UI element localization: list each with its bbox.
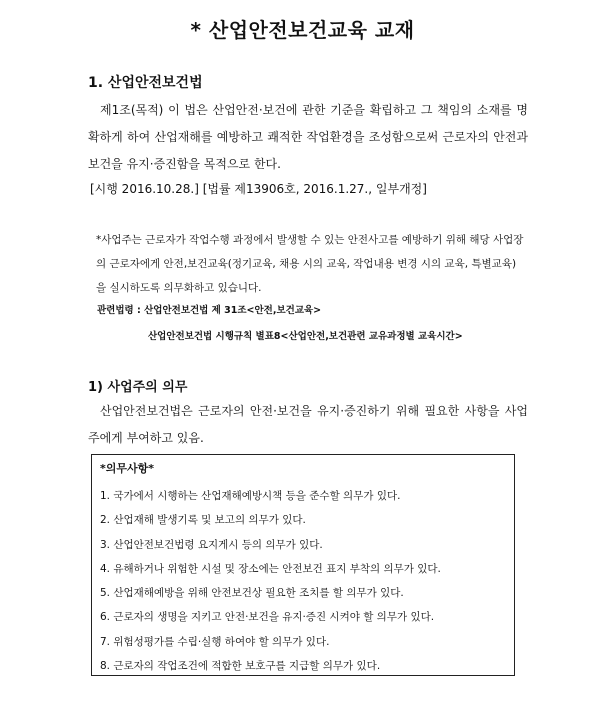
duty-item: 6. 근로자의 생명을 지키고 안전·보건을 유지·증진 시켜야 할 의무가 있다. — [100, 611, 435, 624]
duties-list — [100, 484, 506, 678]
duties-box — [91, 454, 515, 676]
related-law-line-2: 산업안전보건법 시행규칙 별표8<산업안전,보건관련 교유과정별 교육시간> — [148, 331, 463, 342]
duty-item: 1. 국가에서 시행하는 산업재해예방시책 등을 준수할 의무가 있다. — [100, 490, 401, 502]
duty-item: 4. 유해하거나 위험한 시설 및 장소에는 안전보건 표지 부착의 의무가 있다. — [100, 562, 441, 575]
duty-item: 5. 산업재해예방을 위해 안전보건상 필요한 조치를 할 의무가 있다. — [100, 587, 404, 600]
employer-duty-text: 산업안전보건법은 근로자의 안전·보건을 유지·증진하기 위해 필요한 사항을 사업주에게 부여하고 있음. — [88, 404, 528, 445]
employer-obligation-note — [90, 228, 526, 348]
article-1-text: 제1조(목적) 이 법은 산업안전·보건에 관한 기준을 확립하고 그 책임의 소재를 명확하게 하여 산업재해를 예방하고 쾌적한 작업환경을 조성함으로써 근로자의 안전과 보건을 유지·증진함을 목적으로 한다. — [88, 103, 528, 171]
subsection-heading-employer-duty: 1) 사업주의 의무 — [88, 380, 188, 395]
enforcement-info: [시행 2016.10.28.] [법률 제13906호, 2016.1.27., 일부개정] — [90, 182, 427, 196]
duties-title: *의무사항* — [100, 462, 155, 475]
duty-item: 7. 위험성평가를 수립·실행 하여야 할 의무가 있다. — [100, 635, 330, 648]
section-heading-safety-law: 1. 산업안전보건법 — [88, 75, 203, 91]
related-law-line-1: 관련법령 : 산업안전보건법 제 31조<안전,보건교육> — [97, 305, 322, 316]
duty-item: 2. 산업재해 발생기록 및 보고의 의무가 있다. — [100, 514, 306, 527]
note-text: *사업주는 근로자가 작업수행 과정에서 발생할 수 있는 안전사고를 예방하기 위해 해당 사업장의 근로자에게 안전,보건교육(정기교육, 채용 시의 교육, 작업내용 변경 시의 교육, 특별교육)을 실시하도록 의무화하고 있습니다. — [96, 234, 524, 294]
employer-duty-paragraph — [88, 398, 528, 452]
duty-item: 8. 근로자의 작업조건에 적합한 보호구를 지급할 의무가 있다. — [100, 660, 381, 673]
article-1-paragraph — [88, 97, 528, 178]
duty-item: 3. 산업안전보건법령 요지게시 등의 의무가 있다. — [100, 538, 323, 551]
document-title: * 산업안전보건교육 교재 — [190, 18, 415, 42]
